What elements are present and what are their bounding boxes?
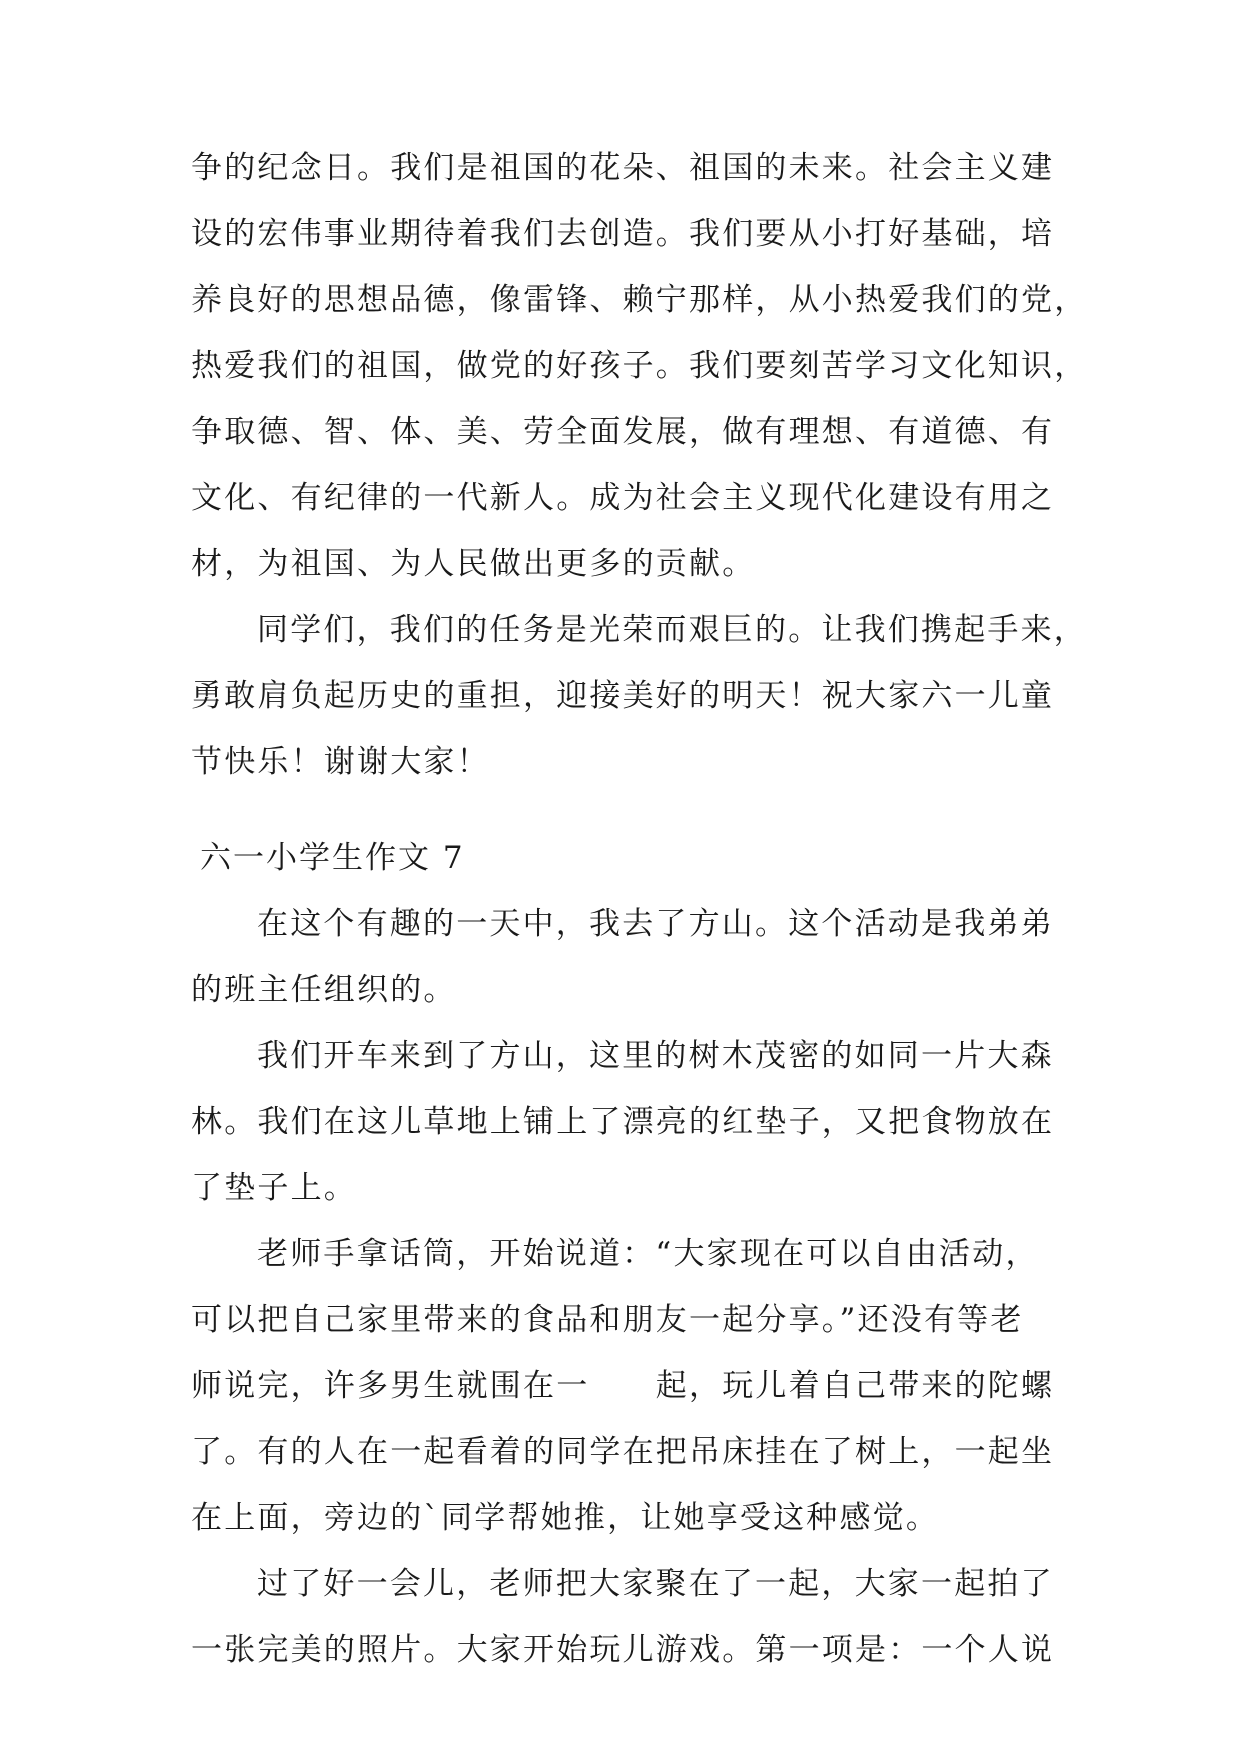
text-line: 同学们，我们的任务是光荣而艰巨的。让我们携起手来，	[257, 612, 1087, 648]
text-line: 热爱我们的祖国，做党的好孩子。我们要刻苦学习文化知识，	[191, 348, 1088, 384]
text-line: 林。我们在这儿草地上铺上了漂亮的红垫子，又把食物放在	[191, 1104, 1055, 1140]
text-line: 过了好一会儿，老师把大家聚在了一起，大家一起拍了	[257, 1566, 1054, 1602]
text-line: 在上面，旁边的`同学帮她推，让她享受这种感觉。	[191, 1500, 940, 1536]
text-line: 争的纪念日。我们是祖国的花朵、祖国的未来。社会主义建	[191, 150, 1055, 186]
text-line: 养良好的思想品德，像雷锋、赖宁那样，从小热爱我们的党，	[191, 282, 1088, 318]
text-line: 材，为祖国、为人民做出更多的贡献。	[191, 546, 756, 582]
text-line: 文化、有纪律的一代新人。成为社会主义现代化建设有用之	[191, 480, 1055, 516]
text-line: 在这个有趣的一天中，我去了方山。这个活动是我弟弟	[257, 906, 1054, 942]
text-line: 可以把自己家里带来的食品和朋友一起分享。”还没有等老	[191, 1302, 1024, 1338]
text-line: 了。有的人在一起看着的同学在把吊床挂在了树上，一起坐	[191, 1434, 1055, 1470]
text-line: 节快乐！谢谢大家！	[191, 744, 490, 780]
text-line: 勇敢肩负起历史的重担，迎接美好的明天！祝大家六一儿童	[191, 678, 1055, 714]
text-line: 争取德、智、体、美、劳全面发展，做有理想、有道德、有	[191, 414, 1055, 450]
text-line: 师说完，许多男生就围在一 起，玩儿着自己带来的陀螺	[191, 1368, 1055, 1404]
section-title: 六一小学生作文 7	[200, 840, 465, 876]
text-line: 了垫子上。	[191, 1170, 357, 1206]
text-line: 老师手拿话筒，开始说道：“大家现在可以自由活动，	[257, 1236, 1039, 1272]
text-line: 一张完美的照片。大家开始玩儿游戏。第一项是：一个人说	[191, 1632, 1055, 1668]
text-line: 我们开车来到了方山，这里的树木茂密的如同一片大森	[257, 1038, 1054, 1074]
text-line: 的班主任组织的。	[191, 972, 457, 1008]
text-line: 设的宏伟事业期待着我们去创造。我们要从小打好基础，培	[191, 216, 1055, 252]
